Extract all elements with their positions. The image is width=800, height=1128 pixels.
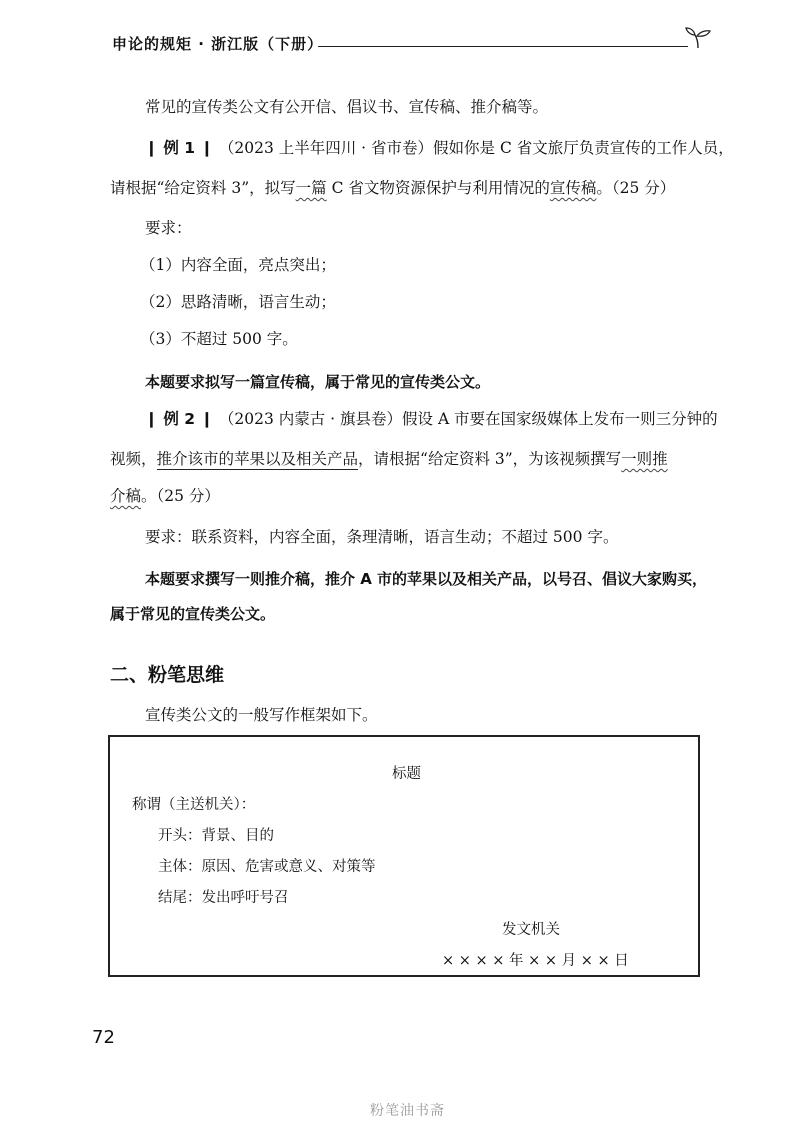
- example-marker: ❙: [145, 139, 164, 157]
- framework-date: × × × × 年 × × 月 × × 日: [442, 953, 629, 969]
- example1-analysis: 本题要求拟写一篇宣传稿，属于常见的宣传类公文。: [145, 373, 491, 391]
- header-rule: [318, 46, 688, 47]
- example1-req3: （3）不超过 500 字。: [140, 330, 298, 348]
- example2-analysis-line1: 本题要求撰写一则推介稿，推介 A 市的苹果以及相关产品，以号召、倡议大家购买，: [145, 570, 708, 588]
- example1-req2: （2）思路清晰，语言生动；: [140, 293, 336, 311]
- framework-issuer: 发文机关: [502, 922, 560, 938]
- example-marker: ❙: [145, 410, 164, 428]
- example2-line1: ❙ 例 2 ❙ （2023 内蒙古 · 旗县卷）假设 A 市要在国家级媒体上发布一则三分钟的: [145, 410, 718, 428]
- intro-paragraph: 常见的宣传类公文有公开信、倡议书、宣传稿、推介稿等。: [145, 98, 549, 116]
- example1-label: 例 1: [163, 139, 196, 157]
- wavy-underline-text: 宣传稿: [549, 179, 597, 197]
- watermark: 粉笔油书斋: [370, 1103, 445, 1119]
- example1-req1: （1）内容全面，亮点突出；: [140, 256, 336, 274]
- framework-body: 主体：原因、危害或意义、对策等: [158, 859, 376, 875]
- example1-line2: 请根据“给定资料 3”，拟写一篇 C 省文物资源保护与利用情况的宣传稿。（25 分）: [110, 179, 676, 197]
- example2-source: （2023 内蒙古 · 旗县卷）假设 A 市要在国家级媒体上发布一则三分钟的: [218, 410, 718, 428]
- framework-box: [108, 735, 700, 977]
- example2-label: 例 2: [163, 410, 196, 428]
- example2-analysis-line2: 属于常见的宣传类公文。: [110, 605, 276, 623]
- example2-line2: 视频，推介该市的苹果以及相关产品，请根据“给定资料 3”，为该视频撰写一则推: [110, 450, 668, 468]
- sprout-icon: [683, 26, 713, 50]
- wavy-underline-text: 介稿: [110, 487, 142, 505]
- running-header: 申论的规矩 · 浙江版（下册）: [112, 35, 324, 53]
- example2-requirement: 要求：联系资料，内容全面，条理清晰，语言生动；不超过 500 字。: [145, 528, 619, 546]
- framework-ending: 结尾：发出呼吁号召: [158, 890, 289, 906]
- example1-line1: ❙ 例 1 ❙ （2023 上半年四川 · 省市卷）假如你是 C 省文旅厅负责宣传的工作人员，: [145, 139, 734, 157]
- straight-underline-text: 推介该市的苹果以及相关产品: [156, 450, 359, 468]
- framework-opening: 开头：背景、目的: [158, 828, 274, 844]
- section-intro: 宣传类公文的一般写作框架如下。: [145, 706, 378, 724]
- example1-req-title: 要求：: [145, 219, 192, 237]
- example1-source: （2023 上半年四川 · 省市卷）假如你是 C 省文旅厅负责宣传的工作人员，: [218, 139, 734, 157]
- wavy-underline-text: 一篇: [295, 179, 327, 197]
- page-number: 72: [92, 1027, 115, 1048]
- framework-salutation: 称谓（主送机关）：: [132, 797, 256, 813]
- framework-title: 标题: [392, 766, 421, 782]
- section-heading: 二、粉笔思维: [110, 664, 225, 686]
- wavy-underline-text: 一则推: [621, 450, 668, 468]
- example2-line3: 介稿。（25 分）: [110, 487, 220, 505]
